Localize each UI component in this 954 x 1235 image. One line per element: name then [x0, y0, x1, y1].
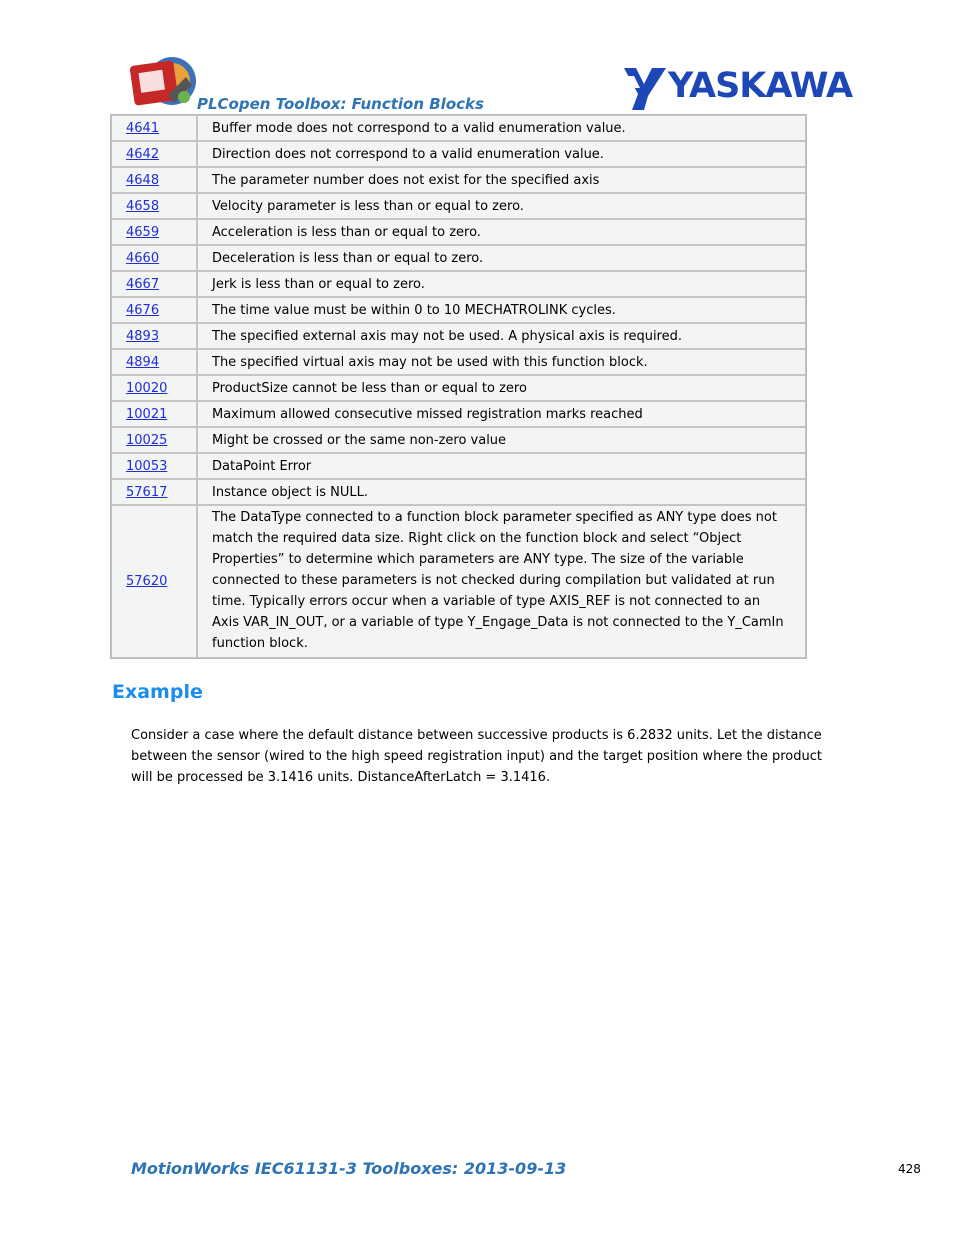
error-code-table	[110, 114, 807, 659]
footer-title: MotionWorks IEC61131-3 Toolboxes: 2013-09-13	[131, 1159, 567, 1178]
error-description: Instance object is NULL.	[197, 479, 806, 505]
error-description: Velocity parameter is less than or equal to zero.	[197, 193, 806, 219]
error-description: The parameter number does not exist for the specified axis	[197, 167, 806, 193]
error-code-cell	[111, 375, 197, 401]
page-number: 428	[898, 1162, 921, 1176]
error-code-link[interactable]: 4648	[126, 172, 160, 188]
table-row	[111, 193, 806, 219]
error-code-cell	[111, 323, 197, 349]
error-description: Maximum allowed consecutive missed registration marks reached	[197, 401, 806, 427]
error-description: Buffer mode does not correspond to a valid enumeration value.	[197, 115, 806, 141]
error-code-cell	[111, 193, 197, 219]
error-code-cell	[111, 245, 197, 271]
error-description: DataPoint Error	[197, 453, 806, 479]
error-description: Direction does not correspond to a valid enumeration value.	[197, 141, 806, 167]
example-heading: Example	[112, 681, 203, 703]
error-code-link[interactable]: 4660	[126, 250, 160, 266]
error-description: Acceleration is less than or equal to zero.	[197, 219, 806, 245]
error-description: The specified virtual axis may not be used with this function block.	[197, 349, 806, 375]
table-row	[111, 505, 806, 658]
table-row	[111, 141, 806, 167]
error-code-link[interactable]: 4641	[126, 120, 160, 136]
error-description: The specified external axis may not be used. A physical axis is required.	[197, 323, 806, 349]
table-row	[111, 219, 806, 245]
error-code-link[interactable]: 4667	[126, 276, 160, 292]
table-row	[111, 453, 806, 479]
error-description: The DataType connected to a function block parameter specified as ANY type does not match the required data size. Right click on the function block and select “Object Properties” to determine which parameters are ANY type. The size of the variable connected to these parameters is not checked during compilation but validated at run time. Typically errors occur when a variable of type AXIS_REF is not connected to an Axis VAR_IN_OUT, or a variable of type Y_Engage_Data is not connected to the Y_CamIn function block.	[197, 505, 806, 658]
table-row	[111, 297, 806, 323]
table-row	[111, 245, 806, 271]
table-row	[111, 167, 806, 193]
error-code-link[interactable]: 4894	[126, 354, 160, 370]
error-description: ProductSize cannot be less than or equal to zero	[197, 375, 806, 401]
error-code-link[interactable]: 57620	[126, 574, 168, 589]
plcopen-toolbox-logo	[128, 55, 200, 111]
error-code-link[interactable]: 10053	[126, 458, 168, 474]
error-code-link[interactable]: 4893	[126, 328, 160, 344]
error-code-cell	[111, 401, 197, 427]
table-row	[111, 349, 806, 375]
error-code-cell	[111, 271, 197, 297]
table-row	[111, 479, 806, 505]
error-code-cell	[111, 297, 197, 323]
table-row	[111, 427, 806, 453]
yaskawa-wordmark: YASKAWA	[668, 66, 853, 106]
example-paragraph: Consider a case where the default distance between successive products is 6.2832 units. Let the distance between the sensor (wired to the high speed registration input) and the target position where the product will be processed be 3.1416 units. DistanceAfterLatch = 3.1416.	[131, 728, 822, 785]
error-description: Jerk is less than or equal to zero.	[197, 271, 806, 297]
yaskawa-logo	[622, 66, 853, 110]
error-code-cell	[111, 427, 197, 453]
yaskawa-mark-icon	[622, 66, 668, 110]
error-code-link[interactable]: 10021	[126, 406, 168, 422]
error-code-cell	[111, 219, 197, 245]
error-code-cell	[111, 115, 197, 141]
error-code-link[interactable]: 4676	[126, 302, 160, 318]
table-row	[111, 115, 806, 141]
error-description: Deceleration is less than or equal to zero.	[197, 245, 806, 271]
error-code-cell	[111, 141, 197, 167]
error-code-link[interactable]: 4658	[126, 198, 160, 214]
error-code-link[interactable]: 4659	[126, 224, 160, 240]
error-code-cell	[111, 167, 197, 193]
error-code-cell	[111, 505, 197, 658]
table-row	[111, 323, 806, 349]
error-code-cell	[111, 349, 197, 375]
error-code-link[interactable]: 10020	[126, 380, 168, 396]
error-code-link[interactable]: 10025	[126, 432, 168, 448]
table-row	[111, 401, 806, 427]
document-header-title: PLCopen Toolbox: Function Blocks	[197, 95, 484, 113]
error-description: Might be crossed or the same non-zero value	[197, 427, 806, 453]
error-code-link[interactable]: 4642	[126, 146, 160, 162]
error-code-cell	[111, 453, 197, 479]
table-row	[111, 375, 806, 401]
error-code-link[interactable]: 57617	[126, 484, 168, 500]
error-code-cell	[111, 479, 197, 505]
table-row	[111, 271, 806, 297]
error-description: The time value must be within 0 to 10 MECHATROLINK cycles.	[197, 297, 806, 323]
